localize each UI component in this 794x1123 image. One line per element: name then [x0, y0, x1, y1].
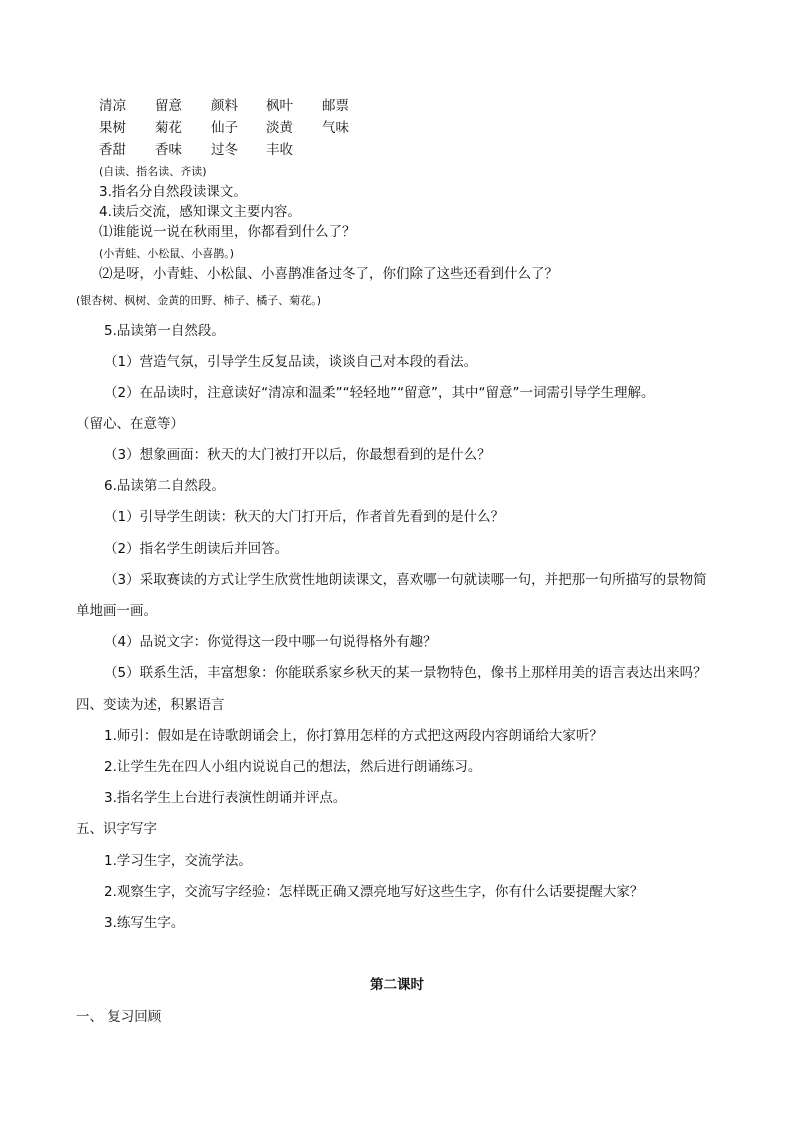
vocab-word: 香味: [155, 142, 182, 158]
step-6-item-4: （4）品说文字：你觉得这一段中哪一句说得格外有趣？: [104, 634, 437, 650]
lesson-2-title: 第二课时: [370, 977, 424, 993]
section-4-item-2: 2.让学生先在四人小组内说说自己的想法，然后进行朗诵练习。: [104, 759, 482, 775]
step-6-item-5: （5）联系生活，丰富想象：你能联系家乡秋天的某一景物特色，像书上那样用美的语言表达出来吗？: [104, 665, 707, 681]
section-5-item-2: 2.观察生字，交流写字经验：怎样既正确又漂亮地写好这些生字，你有什么话要提醒大家？: [104, 884, 644, 900]
vocab-word: 枫叶: [266, 98, 293, 114]
step-6-item-1: （1）引导学生朗读：秋天的大门打开后，作者首先看到的是什么？: [104, 509, 505, 525]
vocab-word: 留意: [155, 98, 182, 114]
vocab-word: 过冬: [211, 142, 238, 158]
section-4-item-3: 3.指名学生上台进行表演性朗诵并评点。: [104, 790, 347, 806]
vocab-word: 果树: [99, 120, 126, 136]
vocab-word: 仙子: [211, 120, 238, 136]
step-6-item-3-cont: 单地画一画。: [76, 603, 157, 619]
section-5-item-3: 3.练写生字。: [104, 915, 185, 931]
section-4-item-1: 1.师引：假如是在诗歌朗诵会上，你打算用怎样的方式把这两段内容朗诵给大家听？: [104, 728, 603, 744]
section-5-heading: 五、识字写字: [76, 821, 157, 837]
vocab-word: 丰收: [266, 142, 293, 158]
step-5-item-2-cont: （留心、在意等）: [76, 416, 184, 432]
vocab-word: 菊花: [155, 120, 182, 136]
answer-2: (银杏树、枫树、金黄的田野、柿子、橘子、菊花。): [76, 294, 322, 307]
answer-1: (小青蛙、小松鼠、小喜鹊。): [99, 247, 235, 260]
question-2: ⑵是呀，小青蛙、小松鼠、小喜鹊准备过冬了，你们除了这些还看到什么了？: [99, 266, 558, 282]
step-6-heading: 6.品读第二自然段。: [104, 478, 225, 494]
question-1: ⑴谁能说一说在秋雨里，你都看到什么了？: [99, 224, 356, 240]
reading-modes-note: (自读、指名读、齐读): [99, 165, 207, 178]
step-5-item-2: （2）在品读时，注意读好“清凉和温柔”“轻轻地”“留意”，其中“留意”一词需引导学生理解。: [104, 385, 655, 401]
section-4-heading: 四、变读为述，积累语言: [76, 697, 225, 713]
step-4: 4.读后交流，感知课文主要内容。: [99, 204, 301, 220]
step-3: 3.指名分自然段读课文。: [99, 184, 247, 200]
step-6-item-2: （2）指名学生朗读后并回答。: [104, 541, 289, 557]
vocab-word: 清凉: [99, 98, 126, 114]
step-5-item-1: （1）营造气氛，引导学生反复品读，谈谈自己对本段的看法。: [104, 354, 478, 370]
section-5-item-1: 1.学习生字，交流学法。: [104, 853, 252, 869]
vocab-word: 颜料: [211, 98, 238, 114]
vocab-word: 香甜: [99, 142, 126, 158]
vocab-word: 邮票: [322, 98, 349, 114]
step-5-item-3: （3）想象画面：秋天的大门被打开以后，你最想看到的是什么？: [104, 447, 491, 463]
step-5-heading: 5.品读第一自然段。: [104, 323, 225, 339]
step-6-item-3: （3）采取赛读的方式让学生欣赏性地朗读课文，喜欢哪一句就读哪一句，并把那一句所描写的景物简: [104, 572, 707, 588]
vocab-word: 淡黄: [266, 120, 293, 136]
review-heading: 一、 复习回顾: [76, 1009, 162, 1025]
vocab-word: 气味: [322, 120, 349, 136]
